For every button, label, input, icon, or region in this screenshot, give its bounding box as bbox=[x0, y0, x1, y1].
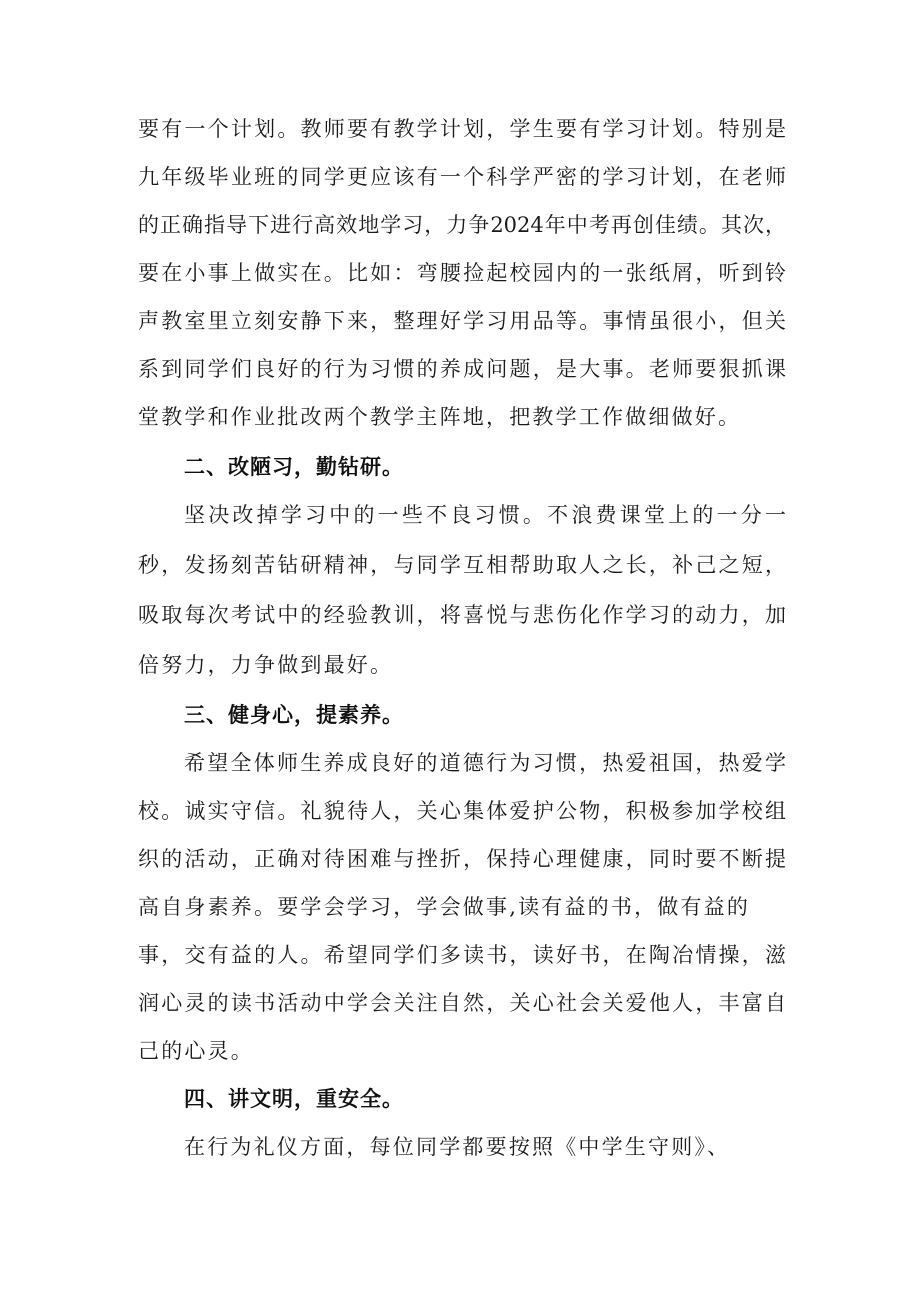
section-heading: 四、讲文明，重安全。 bbox=[184, 1087, 404, 1111]
paragraph-line: 要有一个计划。教师要有教学计划，学生要有学习计划。特别是 bbox=[138, 117, 786, 141]
paragraph-line: 秒，发扬刻苦钻研精神，与同学互相帮助取人之长，补己之短， bbox=[138, 553, 786, 577]
paragraph-line: 高自身素养。要学会学习，学会做事,读有益的书，做有益的 bbox=[138, 895, 751, 919]
paragraph-line: 希望全体师生养成良好的道德行为习惯，热爱祖国，热爱学 bbox=[184, 751, 786, 775]
section-heading: 二、改陋习，勤钻研。 bbox=[184, 455, 404, 479]
paragraph-line: 声教室里立刻安静下来，整理好学习用品等。事情虽很小，但关 bbox=[138, 309, 786, 333]
paragraph-line: 九年级毕业班的同学更应该有一个科学严密的学习计划，在老师 bbox=[138, 165, 786, 189]
paragraph-line: 坚决改掉学习中的一些不良习惯。不浪费课堂上的一分一 bbox=[184, 503, 786, 527]
paragraph-line: 堂教学和作业批改两个教学主阵地，把教学工作做细做好。 bbox=[138, 405, 742, 429]
paragraph-line: 事，交有益的人。希望同学们多读书，读好书，在陶冶情操，滋 bbox=[138, 943, 786, 967]
paragraph-line: 吸取每次考试中的经验教训，将喜悦与悲伤化作学习的动力，加 bbox=[138, 603, 786, 627]
paragraph-line: 系到同学们良好的行为习惯的养成问题，是大事。老师要狠抓课 bbox=[138, 357, 786, 381]
paragraph-line: 在行为礼仪方面，每位同学都要按照《中学生守则》、 bbox=[184, 1135, 731, 1159]
paragraph-line: 己的心灵。 bbox=[138, 1039, 254, 1063]
paragraph-line: 的正确指导下进行高效地学习，力争2024年中考再创佳绩。其次， bbox=[138, 213, 786, 237]
paragraph-line: 织的活动，正确对待困难与挫折，保持心理健康，同时要不断提 bbox=[138, 847, 786, 871]
paragraph-line: 倍努力，力争做到最好。 bbox=[138, 653, 394, 677]
paragraph-line: 润心灵的读书活动中学会关注自然，关心社会关爱他人，丰富自 bbox=[138, 991, 786, 1015]
paragraph-line: 校。诚实守信。礼貌待人，关心集体爱护公物，积极参加学校组 bbox=[138, 799, 786, 823]
section-heading: 三、健身心，提素养。 bbox=[184, 703, 404, 727]
paragraph-line: 要在小事上做实在。比如：弯腰捡起校园内的一张纸屑，听到铃 bbox=[138, 261, 786, 285]
